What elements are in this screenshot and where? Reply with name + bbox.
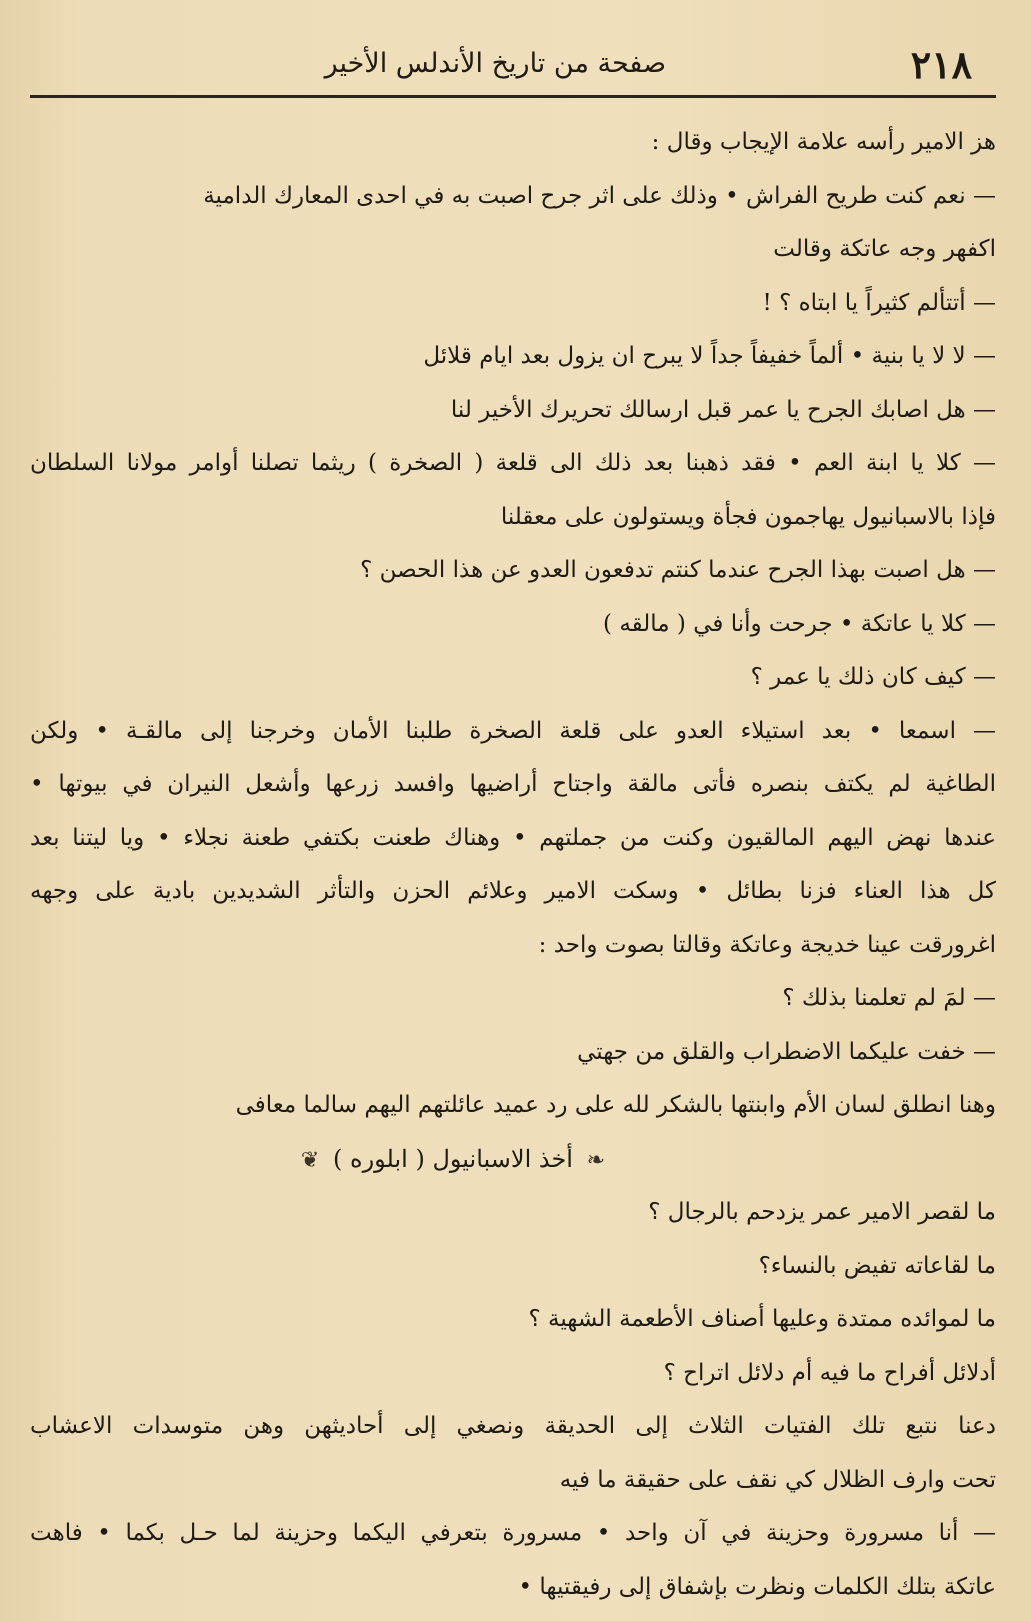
text-line: — لمَ لم تعلمنا بذلك ؟ <box>782 985 996 1011</box>
text-line: تحت وارف الظلال كي نقف على حقيقة ما فيه <box>559 1466 996 1493</box>
text-line: — اسمعا • بعد استيلاء العدو على قلعة الصخرة طلبنا الأمان وخرجنا إلى مالقـة • ولكن <box>30 717 996 744</box>
running-head <box>30 40 996 96</box>
section-heading-text: أخذ الاسبانيول ( ابلوره ) <box>333 1144 573 1173</box>
text-line: — أتتألم كثيراً يا ابتاه ؟ ! <box>762 289 996 316</box>
text-line: — هل اصابك الجرح يا عمر قبل ارسالك تحريرك الأخير لنا <box>450 396 996 423</box>
text-line: — أنا مسرورة وحزينة في آن واحد • مسرورة بتعرفي اليكما وحزينة لما حـل بكما • فاهت <box>30 1520 996 1546</box>
header-rule <box>30 95 996 98</box>
body-text <box>30 116 996 1614</box>
text-line: — كلا يا ابنة العم • فقد ذهبنا بعد ذلك الى قلعة ( الصخرة ) ريثما تصلنا أوامر مولانا السلطان <box>30 450 996 476</box>
text-line: عندها نهض اليهم المالقيون وكنت من جملتهم • وهناك طعنت بكتفي طعنة نجلاء • ويا ليتنا بعد <box>30 824 996 851</box>
text-line: عاتكة بتلك الكلمات ونظرت بإشفاق إلى رفيقتيها • <box>518 1573 996 1600</box>
text-line: — هل اصبت بهذا الجرح عندما كنتم تدفعون العدو عن هذا الحصن ؟ <box>360 557 996 583</box>
section-heading <box>30 1133 996 1187</box>
text-line: — خفت عليكما الاضطراب والقلق من جهتي <box>577 1038 996 1065</box>
text-line: — كلا يا عاتكة • جرحت وأنا في ( مالقه ) <box>603 610 996 637</box>
text-line: ما لقاعاته تفيض بالنساء؟ <box>758 1252 996 1279</box>
text-line: أدلائل أفراح ما فيه أم دلائل اتراح ؟ <box>663 1359 996 1386</box>
text-line: — كيف كان ذلك يا عمر ؟ <box>750 664 996 690</box>
text-line: دعنا نتبع تلك الفتيات الثلاث إلى الحديقة ونصغي إلى أحاديثهن وهن متوسدات الاعشاب <box>30 1413 996 1439</box>
text-line: الطاغية لم يكتف بنصره فأتى مالقة واجتاح أراضيها وافسد زرعها وأشعل النيران في بيوتها • <box>30 771 996 797</box>
ornament-left-icon: ❦ <box>300 1147 320 1173</box>
text-line: وهنا انطلق لسان الأم وابنتها بالشكر لله على رد عميد عائلتهم اليهم سالما معافى <box>235 1092 996 1118</box>
running-head-title: صفحة من تاريخ الأندلس الأخير <box>324 48 666 79</box>
text-line: هز الامير رأسه علامة الإيجاب وقال : <box>651 129 996 155</box>
text-line: — نعم كنت طريح الفراش • وذلك على اثر جرح اصبت به في احدى المعارك الدامية <box>203 182 996 209</box>
text-line: اكفهر وجه عاتكة وقالت <box>773 236 996 262</box>
text-line: اغرورقت عينا خديجة وعاتكة وقالتا بصوت واحد : <box>538 931 996 958</box>
text-line: كل هذا العناء فزنا بطائل • وسكت الامير وعلائم الحزن والتأثر الشديدين بادية على وجهه <box>30 878 996 904</box>
text-line: ما لقصر الامير عمر يزدحم بالرجال ؟ <box>648 1199 996 1225</box>
ornament-right-icon: ❧ <box>586 1147 606 1173</box>
page-number: ٢١٨ <box>910 42 972 87</box>
text-line: فإذا بالاسبانيول يهاجمون فجأة ويستولون على معقلنا <box>500 503 996 530</box>
text-line: ما لموائده ممتدة وعليها أصناف الأطعمة الشهية ؟ <box>528 1306 996 1332</box>
text-line: — لا لا يا بنية • ألماً خفيفاً جداً لا يبرح ان يزول بعد ايام قلائل <box>423 343 996 369</box>
